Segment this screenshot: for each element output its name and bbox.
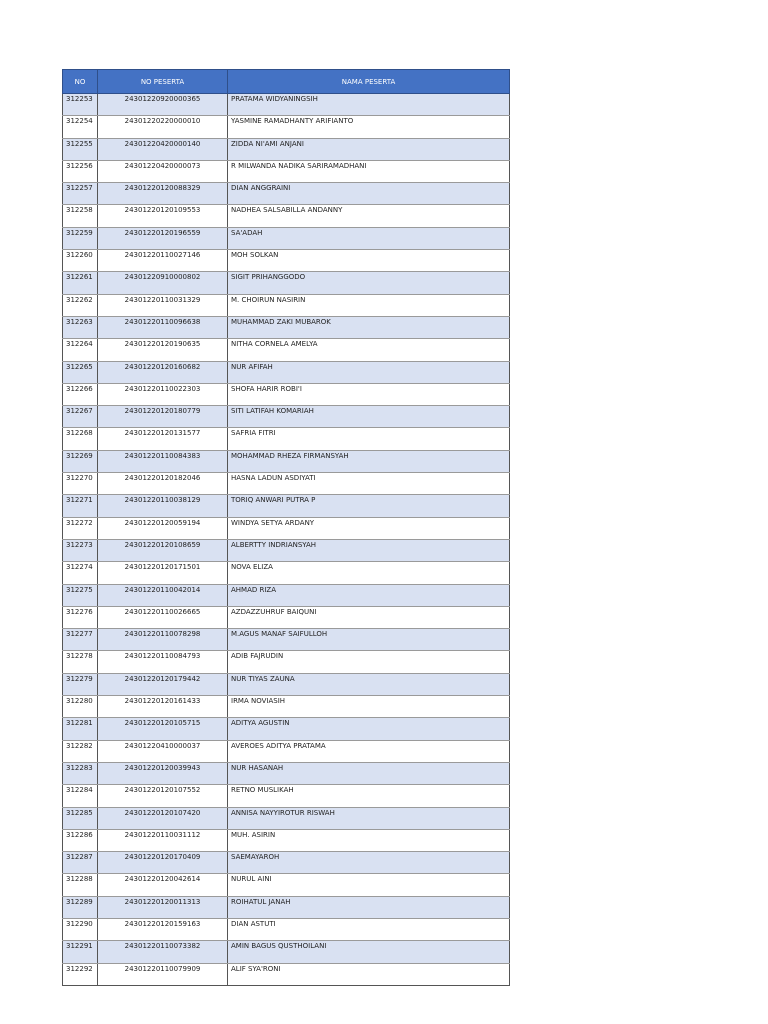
cell-nama-peserta: HASNA LADUN ASDIYATI bbox=[228, 473, 510, 495]
cell-no: 312270 bbox=[63, 473, 98, 495]
cell-no: 312258 bbox=[63, 205, 98, 227]
cell-nama-peserta: DIAN ASTUTI bbox=[228, 918, 510, 940]
cell-no: 312276 bbox=[63, 606, 98, 628]
table-row bbox=[63, 673, 510, 695]
cell-no: 312287 bbox=[63, 852, 98, 874]
cell-no-peserta: 24301220120107420 bbox=[98, 807, 228, 829]
table-row bbox=[63, 316, 510, 338]
column-header-nama-peserta: NAMA PESERTA bbox=[228, 70, 510, 94]
cell-nama-peserta: NITHA CORNELA AMELYA bbox=[228, 339, 510, 361]
table-row bbox=[63, 183, 510, 205]
cell-no-peserta: 24301220120042614 bbox=[98, 874, 228, 896]
cell-nama-peserta: NUR AFIFAH bbox=[228, 361, 510, 383]
header-row bbox=[63, 70, 510, 94]
cell-nama-peserta: NOVA ELIZA bbox=[228, 562, 510, 584]
cell-no: 312277 bbox=[63, 629, 98, 651]
table-row bbox=[63, 227, 510, 249]
column-header-no: NO bbox=[63, 70, 98, 94]
cell-nama-peserta: MUH. ASIRIN bbox=[228, 829, 510, 851]
cell-no-peserta: 24301220120011313 bbox=[98, 896, 228, 918]
table-row bbox=[63, 740, 510, 762]
cell-no: 312255 bbox=[63, 138, 98, 160]
cell-nama-peserta: SAFRIA FITRI bbox=[228, 428, 510, 450]
cell-nama-peserta: SITI LATIFAH KOMARIAH bbox=[228, 406, 510, 428]
cell-no-peserta: 24301220120088329 bbox=[98, 183, 228, 205]
cell-no-peserta: 24301220110084793 bbox=[98, 651, 228, 673]
table-row bbox=[63, 294, 510, 316]
cell-nama-peserta: M. CHOIRUN NASIRIN bbox=[228, 294, 510, 316]
cell-nama-peserta: MOHAMMAD RHEZA FIRMANSYAH bbox=[228, 450, 510, 472]
table-row bbox=[63, 250, 510, 272]
table-row bbox=[63, 450, 510, 472]
participant-sheet bbox=[62, 69, 509, 986]
cell-no: 312283 bbox=[63, 762, 98, 784]
cell-nama-peserta: MOH SOLKAN bbox=[228, 250, 510, 272]
cell-no-peserta: 24301220120159163 bbox=[98, 918, 228, 940]
cell-nama-peserta: M.AGUS MANAF SAIFULLOH bbox=[228, 629, 510, 651]
table-row bbox=[63, 361, 510, 383]
table-row bbox=[63, 941, 510, 963]
cell-nama-peserta: AZDAZZUHRUF BAIQUNI bbox=[228, 606, 510, 628]
table-row bbox=[63, 852, 510, 874]
table-header bbox=[63, 70, 510, 94]
table-row bbox=[63, 138, 510, 160]
cell-no: 312261 bbox=[63, 272, 98, 294]
cell-nama-peserta: ALBERTTY INDRIANSYAH bbox=[228, 539, 510, 561]
table-row bbox=[63, 963, 510, 985]
cell-nama-peserta: AMIN BAGUS QUSTHOILANI bbox=[228, 941, 510, 963]
table-row bbox=[63, 495, 510, 517]
cell-nama-peserta: SAEMAYAROH bbox=[228, 852, 510, 874]
cell-no-peserta: 24301220120170409 bbox=[98, 852, 228, 874]
cell-nama-peserta: MUHAMMAD ZAKI MUBAROK bbox=[228, 316, 510, 338]
table-row bbox=[63, 406, 510, 428]
cell-no: 312260 bbox=[63, 250, 98, 272]
cell-no: 312292 bbox=[63, 963, 98, 985]
cell-no: 312284 bbox=[63, 785, 98, 807]
cell-nama-peserta: NURUL AINI bbox=[228, 874, 510, 896]
cell-no-peserta: 24301220120179442 bbox=[98, 673, 228, 695]
table-row bbox=[63, 696, 510, 718]
cell-no-peserta: 24301220110026665 bbox=[98, 606, 228, 628]
cell-nama-peserta: SA'ADAH bbox=[228, 227, 510, 249]
cell-no-peserta: 24301220910000802 bbox=[98, 272, 228, 294]
table-row bbox=[63, 629, 510, 651]
cell-nama-peserta: PRATAMA WIDYANINGSIH bbox=[228, 94, 510, 116]
cell-no-peserta: 24301220110031112 bbox=[98, 829, 228, 851]
table-row bbox=[63, 874, 510, 896]
cell-no: 312278 bbox=[63, 651, 98, 673]
cell-no: 312256 bbox=[63, 160, 98, 182]
table-row bbox=[63, 539, 510, 561]
cell-no-peserta: 24301220410000037 bbox=[98, 740, 228, 762]
cell-nama-peserta: RETNO MUSLIKAH bbox=[228, 785, 510, 807]
cell-no: 312263 bbox=[63, 316, 98, 338]
cell-nama-peserta: ADIB FAJRUDIN bbox=[228, 651, 510, 673]
cell-no: 312262 bbox=[63, 294, 98, 316]
participant-table bbox=[62, 69, 510, 986]
cell-no: 312268 bbox=[63, 428, 98, 450]
cell-no-peserta: 24301220120059194 bbox=[98, 517, 228, 539]
cell-no-peserta: 24301220110096638 bbox=[98, 316, 228, 338]
table-row bbox=[63, 517, 510, 539]
cell-no-peserta: 24301220120131577 bbox=[98, 428, 228, 450]
cell-no-peserta: 24301220120108659 bbox=[98, 539, 228, 561]
table-row bbox=[63, 807, 510, 829]
cell-nama-peserta: ZIDDA NI'AMI ANJANI bbox=[228, 138, 510, 160]
cell-nama-peserta: NUR TIYAS ZAUNA bbox=[228, 673, 510, 695]
cell-nama-peserta: ANNISA NAYYIROTUR RISWAH bbox=[228, 807, 510, 829]
cell-no: 312286 bbox=[63, 829, 98, 851]
cell-no-peserta: 24301220120109553 bbox=[98, 205, 228, 227]
cell-nama-peserta: SIGIT PRIHANGGODO bbox=[228, 272, 510, 294]
cell-no-peserta: 24301220110079909 bbox=[98, 963, 228, 985]
cell-no: 312285 bbox=[63, 807, 98, 829]
table-row bbox=[63, 116, 510, 138]
table-row bbox=[63, 651, 510, 673]
cell-no-peserta: 24301220110078298 bbox=[98, 629, 228, 651]
cell-nama-peserta: ADITYA AGUSTIN bbox=[228, 718, 510, 740]
cell-nama-peserta: AHMAD RIZA bbox=[228, 584, 510, 606]
cell-no: 312288 bbox=[63, 874, 98, 896]
cell-no: 312259 bbox=[63, 227, 98, 249]
cell-no: 312275 bbox=[63, 584, 98, 606]
table-row bbox=[63, 785, 510, 807]
cell-nama-peserta: AVEROES ADITYA PRATAMA bbox=[228, 740, 510, 762]
cell-no-peserta: 24301220420000073 bbox=[98, 160, 228, 182]
cell-no-peserta: 24301220120171501 bbox=[98, 562, 228, 584]
cell-nama-peserta: ROIHATUL JANAH bbox=[228, 896, 510, 918]
cell-no-peserta: 24301220120180779 bbox=[98, 406, 228, 428]
cell-no: 312290 bbox=[63, 918, 98, 940]
table-row bbox=[63, 918, 510, 940]
cell-nama-peserta: TORIQ ANWARI PUTRA P bbox=[228, 495, 510, 517]
table-row bbox=[63, 272, 510, 294]
cell-no-peserta: 24301220920000365 bbox=[98, 94, 228, 116]
cell-no-peserta: 24301220110031329 bbox=[98, 294, 228, 316]
cell-nama-peserta: IRMA NOVIASIH bbox=[228, 696, 510, 718]
cell-no: 312271 bbox=[63, 495, 98, 517]
cell-no: 312274 bbox=[63, 562, 98, 584]
cell-no-peserta: 24301220120161433 bbox=[98, 696, 228, 718]
cell-no-peserta: 24301220120160682 bbox=[98, 361, 228, 383]
cell-no: 312280 bbox=[63, 696, 98, 718]
cell-no: 312291 bbox=[63, 941, 98, 963]
table-row bbox=[63, 562, 510, 584]
cell-nama-peserta: SHOFA HARIR ROBI'I bbox=[228, 383, 510, 405]
table-row bbox=[63, 339, 510, 361]
cell-no: 312257 bbox=[63, 183, 98, 205]
cell-no: 312253 bbox=[63, 94, 98, 116]
cell-no: 312289 bbox=[63, 896, 98, 918]
column-header-no-peserta: NO PESERTA bbox=[98, 70, 228, 94]
table-row bbox=[63, 383, 510, 405]
cell-no: 312272 bbox=[63, 517, 98, 539]
cell-no: 312264 bbox=[63, 339, 98, 361]
cell-no-peserta: 24301220110084383 bbox=[98, 450, 228, 472]
table-row bbox=[63, 896, 510, 918]
cell-no: 312254 bbox=[63, 116, 98, 138]
cell-nama-peserta: YASMINE RAMADHANTY ARIFIANTO bbox=[228, 116, 510, 138]
cell-no-peserta: 24301220220000010 bbox=[98, 116, 228, 138]
cell-no-peserta: 24301220120039943 bbox=[98, 762, 228, 784]
cell-nama-peserta: R MILWANDA NADIKA SARIRAMADHANI bbox=[228, 160, 510, 182]
cell-no-peserta: 24301220110073382 bbox=[98, 941, 228, 963]
cell-nama-peserta: NUR HASANAH bbox=[228, 762, 510, 784]
table-row bbox=[63, 94, 510, 116]
table-body bbox=[63, 94, 510, 986]
table-row bbox=[63, 606, 510, 628]
cell-no-peserta: 24301220120105715 bbox=[98, 718, 228, 740]
cell-no-peserta: 24301220110042014 bbox=[98, 584, 228, 606]
cell-nama-peserta: ALIF SYA'RONI bbox=[228, 963, 510, 985]
cell-no-peserta: 24301220120190635 bbox=[98, 339, 228, 361]
table-row bbox=[63, 718, 510, 740]
cell-no: 312279 bbox=[63, 673, 98, 695]
cell-no: 312273 bbox=[63, 539, 98, 561]
cell-no-peserta: 24301220110027146 bbox=[98, 250, 228, 272]
cell-no-peserta: 24301220110022303 bbox=[98, 383, 228, 405]
table-row bbox=[63, 762, 510, 784]
table-row bbox=[63, 584, 510, 606]
cell-nama-peserta: DIAN ANGGRAINI bbox=[228, 183, 510, 205]
table-row bbox=[63, 428, 510, 450]
cell-no: 312281 bbox=[63, 718, 98, 740]
cell-nama-peserta: NADHEA SALSABILLA ANDANNY bbox=[228, 205, 510, 227]
cell-no: 312267 bbox=[63, 406, 98, 428]
cell-no: 312282 bbox=[63, 740, 98, 762]
table-row bbox=[63, 205, 510, 227]
cell-no-peserta: 24301220420000140 bbox=[98, 138, 228, 160]
cell-no: 312266 bbox=[63, 383, 98, 405]
cell-no-peserta: 24301220120196559 bbox=[98, 227, 228, 249]
table-row bbox=[63, 829, 510, 851]
cell-no: 312269 bbox=[63, 450, 98, 472]
table-row bbox=[63, 160, 510, 182]
table-row bbox=[63, 473, 510, 495]
cell-nama-peserta: WINDYA SETYA ARDANY bbox=[228, 517, 510, 539]
cell-no-peserta: 24301220110038129 bbox=[98, 495, 228, 517]
cell-no-peserta: 24301220120182046 bbox=[98, 473, 228, 495]
cell-no: 312265 bbox=[63, 361, 98, 383]
cell-no-peserta: 24301220120107552 bbox=[98, 785, 228, 807]
